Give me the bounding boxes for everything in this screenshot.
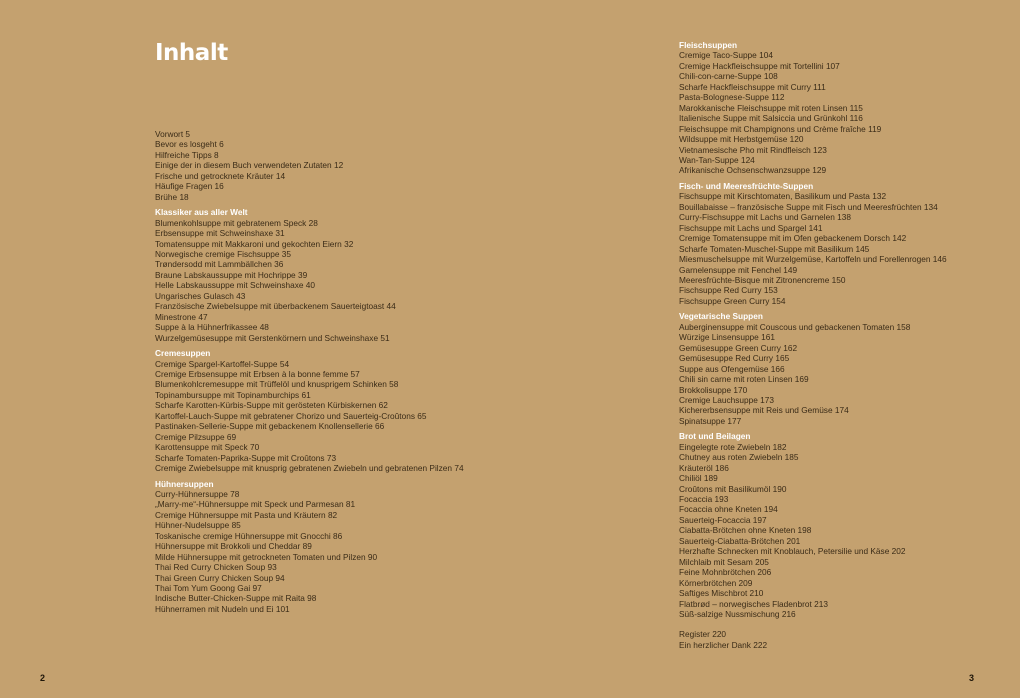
toc-section <box>679 311 1009 426</box>
toc-entry: Norwegische cremige Fischsuppe 35 <box>155 248 292 259</box>
toc-entry: Spinatsuppe 177 <box>679 415 742 426</box>
toc-entry: Französische Zwiebelsuppe mit überbackenem Sauerteigtoast 44 <box>155 301 396 312</box>
toc-entry: Chili sin carne mit roten Linsen 169 <box>679 374 809 385</box>
toc-entry: Scharfe Karotten-Kürbis-Suppe mit gerösteten Kürbiskernen 62 <box>155 400 388 411</box>
toc-entry: „Marry-me“-Hühnersuppe mit Speck und Parmesan 81 <box>155 499 356 510</box>
toc-entry: Cremige Lauchsuppe 173 <box>679 394 775 405</box>
toc-left-column <box>155 129 495 614</box>
right-page <box>510 0 1020 698</box>
toc-outro <box>679 629 1009 650</box>
toc-entry: Eingelegte rote Zwiebeln 182 <box>679 441 787 452</box>
toc-entry: Flatbrød – norwegisches Fladenbrot 213 <box>679 598 828 609</box>
toc-entry: Körnerbrötchen 209 <box>679 577 753 588</box>
toc-entry: Register 220 <box>679 629 727 640</box>
toc-entry: Brühe 18 <box>155 191 189 202</box>
toc-entry: Trøndersodd mit Lammbällchen 36 <box>155 259 284 270</box>
toc-section-heading: Vegetarische Suppen <box>679 311 763 322</box>
toc-entry: Braune Labskaussuppe mit Hochrippe 39 <box>155 269 308 280</box>
toc-entry: Feine Mohnbrötchen 206 <box>679 567 772 578</box>
toc-entry: Blumenkohlcremesuppe mit Trüffelöl und knusprigem Schinken 58 <box>155 379 399 390</box>
toc-entry: Auberginensuppe mit Couscous und gebackenen Tomaten 158 <box>679 321 911 332</box>
toc-entry: Chili-con-carne-Suppe 108 <box>679 71 778 82</box>
toc-entry: Wan-Tan-Suppe 124 <box>679 154 755 165</box>
toc-entry: Suppe aus Ofengemüse 166 <box>679 363 785 374</box>
toc-entry: Cremige Zwiebelsuppe mit knusprig gebratenen Zwiebeln und gebratenen Pilzen 74 <box>155 463 464 474</box>
toc-entry: Focaccia 193 <box>679 494 729 505</box>
spacer <box>679 619 1009 629</box>
toc-entry: Marokkanische Fleischsuppe mit roten Linsen 115 <box>679 102 863 113</box>
toc-entry: Helle Labskaussuppe mit Schweinshaxe 40 <box>155 280 316 291</box>
toc-entry: Scharfe Tomaten-Muschel-Suppe mit Basilikum 145 <box>679 243 870 254</box>
toc-entry: Chutney aus roten Zwiebeln 185 <box>679 452 799 463</box>
toc-entry: Kartoffel-Lauch-Suppe mit gebratener Chorizo und Sauerteig-Croûtons 65 <box>155 410 427 421</box>
toc-entry: Croûtons mit Basilikumöl 190 <box>679 483 787 494</box>
toc-entry: Herzhafte Schnecken mit Knoblauch, Petersilie und Käse 202 <box>679 546 906 557</box>
toc-entry: Frische und getrocknete Kräuter 14 <box>155 170 286 181</box>
toc-entry: Brokkolisuppe 170 <box>679 384 748 395</box>
toc-entry: Sauerteig-Ciabatta-Brötchen 201 <box>679 535 801 546</box>
toc-entry: Würzige Linsensuppe 161 <box>679 332 775 343</box>
toc-entry: Fischsuppe Green Curry 154 <box>679 295 786 306</box>
toc-entry: Fleischsuppe mit Champignons und Crème fraîche 119 <box>679 123 882 134</box>
toc-entry: Sauerteig-Focaccia 197 <box>679 514 767 525</box>
toc-entry: Suppe à la Hühnerfrikassee 48 <box>155 322 269 333</box>
toc-entry: Fischsuppe mit Kirschtomaten, Basilikum und Pasta 132 <box>679 191 887 202</box>
toc-entry: Thai Green Curry Chicken Soup 94 <box>155 572 285 583</box>
toc-section-heading: Fleischsuppen <box>679 40 738 50</box>
page-number-left: 2 <box>40 673 46 683</box>
toc-section-heading: Cremesuppen <box>155 348 211 359</box>
toc-entry: Curry-Fischsuppe mit Lachs und Garnelen 138 <box>679 212 852 223</box>
toc-entry: Meeresfrüchte-Bisque mit Zitronencreme 150 <box>679 274 846 285</box>
toc-right-column <box>679 40 1009 650</box>
toc-entry: Bevor es losgeht 6 <box>155 139 224 150</box>
toc-section <box>679 181 1009 306</box>
toc-entry: Cremige Spargel-Kartoffel-Suppe 54 <box>155 358 290 369</box>
toc-entry: Hühnersuppe mit Brokkoli und Cheddar 89 <box>155 541 312 552</box>
toc-entry: Ungarisches Gulasch 43 <box>155 290 246 301</box>
toc-entry: Karottensuppe mit Speck 70 <box>155 442 260 453</box>
toc-entry: Hühnerramen mit Nudeln und Ei 101 <box>155 603 290 614</box>
toc-entry: Vietnamesische Pho mit Rindfleisch 123 <box>679 144 827 155</box>
toc-section <box>155 479 495 615</box>
toc-entry: Milchlaib mit Sesam 205 <box>679 556 769 567</box>
toc-section-heading: Hühnersuppen <box>155 478 214 489</box>
toc-entry: Garnelensuppe mit Fenchel 149 <box>679 264 798 275</box>
toc-section-heading: Brot und Beilagen <box>679 431 751 442</box>
toc-entry: Fischsuppe Red Curry 153 <box>679 285 778 296</box>
toc-entry: Wildsuppe mit Herbstgemüse 120 <box>679 134 804 145</box>
toc-entry: Süß-salzige Nussmischung 216 <box>679 609 796 620</box>
toc-entry: Einige der in diesem Buch verwendeten Zutaten 12 <box>155 160 344 171</box>
toc-entry: Häufige Fragen 16 <box>155 181 224 192</box>
toc-entry: Italienische Suppe mit Salsiccia und Grünkohl 116 <box>679 113 863 124</box>
toc-entry: Thai Tom Yum Goong Gai 97 <box>155 583 262 594</box>
toc-entry: Erbsensuppe mit Schweinshaxe 31 <box>155 228 285 239</box>
toc-entry: Cremige Pilzsuppe 69 <box>155 431 237 442</box>
toc-entry: Gemüsesuppe Green Curry 162 <box>679 342 798 353</box>
toc-entry: Curry-Hühnersuppe 78 <box>155 488 240 499</box>
toc-entry: Pasta-Bolognese-Suppe 112 <box>679 92 785 103</box>
toc-entry: Thai Red Curry Chicken Soup 93 <box>155 562 277 573</box>
toc-intro <box>155 129 495 202</box>
toc-entry: Wurzelgemüsesuppe mit Gerstenkörnern und Schweinshaxe 51 <box>155 332 390 343</box>
toc-section-heading: Fisch- und Meeresfrüchte-Suppen <box>679 180 814 191</box>
toc-entry: Ciabatta-Brötchen ohne Kneten 198 <box>679 525 812 536</box>
toc-entry: Gemüsesuppe Red Curry 165 <box>679 353 790 364</box>
toc-entry: Chiliöl 189 <box>679 473 718 484</box>
toc-entry: Kichererbsensuppe mit Reis und Gemüse 174 <box>679 405 849 416</box>
toc-entry: Scharfe Hackfleischsuppe mit Curry 111 <box>679 81 826 92</box>
toc-entry: Cremige Taco-Suppe 104 <box>679 50 773 61</box>
toc-entry: Cremige Hackfleischsuppe mit Tortellini 107 <box>679 60 840 71</box>
toc-entry: Cremige Hühnersuppe mit Pasta und Kräutern 82 <box>155 509 338 520</box>
toc-entry: Scharfe Tomaten-Paprika-Suppe mit Croûtons 73 <box>155 452 337 463</box>
toc-section <box>679 431 1009 619</box>
toc-entry: Miesmuschelsuppe mit Wurzelgemüse, Kartoffeln und Forellenrogen 146 <box>679 254 947 265</box>
toc-entry: Indische Butter-Chicken-Suppe mit Raita 98 <box>155 593 317 604</box>
toc-entry: Minestrone 47 <box>155 311 208 322</box>
toc-section <box>679 40 1009 176</box>
page-number-right: 3 <box>969 673 975 683</box>
toc-entry: Tomatensuppe mit Makkaroni und gekochten Eiern 32 <box>155 238 354 249</box>
toc-entry: Hühner-Nudelsuppe 85 <box>155 520 241 531</box>
toc-entry: Fischsuppe mit Lachs und Spargel 141 <box>679 222 823 233</box>
toc-entry: Hilfreiche Tipps 8 <box>155 149 219 160</box>
toc-entry: Blumenkohlsuppe mit gebratenem Speck 28 <box>155 217 318 228</box>
page-title: Inhalt <box>155 40 228 66</box>
toc-section <box>155 348 495 473</box>
toc-entry: Afrikanische Ochsenschwanzsuppe 129 <box>679 165 827 176</box>
toc-entry: Cremige Erbsensuppe mit Erbsen à la bonne femme 57 <box>155 368 360 379</box>
toc-entry: Kräuteröl 186 <box>679 462 729 473</box>
toc-entry: Toskanische cremige Hühnersuppe mit Gnocchi 86 <box>155 530 343 541</box>
toc-section <box>155 207 495 343</box>
toc-entry: Topinambursuppe mit Topinamburchips 61 <box>155 389 311 400</box>
toc-entry: Cremige Tomatensuppe mit im Ofen gebackenem Dorsch 142 <box>679 233 907 244</box>
toc-entry: Focaccia ohne Kneten 194 <box>679 504 778 515</box>
toc-entry: Saftiges Mischbrot 210 <box>679 588 764 599</box>
toc-entry: Vorwort 5 <box>155 129 191 139</box>
toc-entry: Milde Hühnersuppe mit getrockneten Tomaten und Pilzen 90 <box>155 551 378 562</box>
toc-entry: Pastinaken-Sellerie-Suppe mit gebackenem Knollensellerie 66 <box>155 421 385 432</box>
toc-entry: Ein herzlicher Dank 222 <box>679 639 768 650</box>
toc-section-heading: Klassiker aus aller Welt <box>155 207 248 218</box>
toc-entry: Bouillabaisse – französische Suppe mit Fisch und Meeresfrüchten 134 <box>679 201 938 212</box>
